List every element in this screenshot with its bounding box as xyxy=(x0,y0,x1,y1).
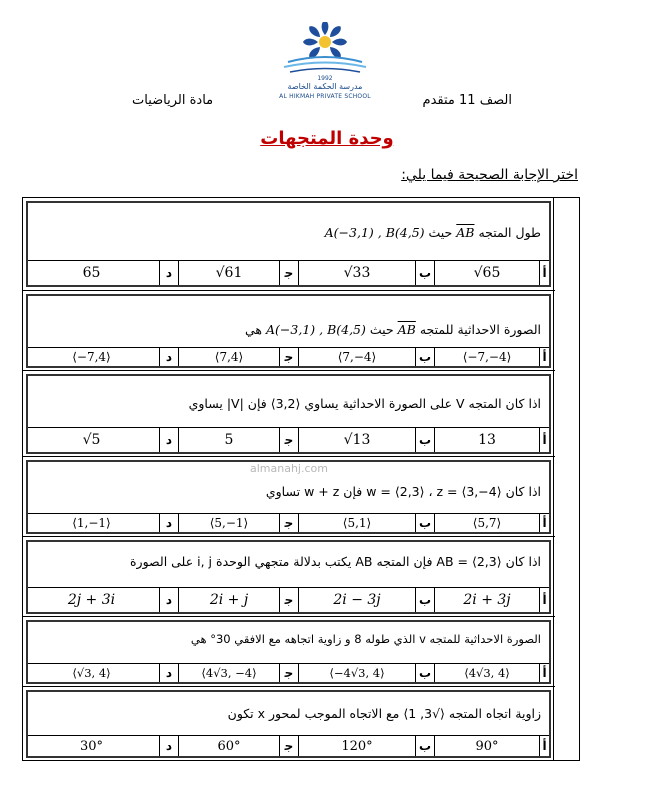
answer-option[interactable]: √13 xyxy=(343,432,371,448)
answer-bar xyxy=(28,347,549,366)
answer-option[interactable]: 60° xyxy=(217,738,241,754)
answer-option[interactable]: ⟨4√3, −4⟩ xyxy=(201,666,257,680)
answer-option[interactable]: ⟨−4√3, 4⟩ xyxy=(329,666,385,680)
answer-option[interactable]: ⟨5,7⟩ xyxy=(472,516,502,530)
grade-label: الصف 11 متقدم xyxy=(422,93,512,108)
answer-letter: ب xyxy=(415,428,435,452)
question-box xyxy=(26,620,551,684)
answer-option[interactable]: 90° xyxy=(475,738,499,754)
answer-option[interactable]: ⟨5,1⟩ xyxy=(342,516,372,530)
school-emblem-icon xyxy=(270,22,380,78)
question-box xyxy=(26,540,551,614)
answer-option[interactable]: ⟨7,4⟩ xyxy=(214,350,244,364)
answer-bar xyxy=(28,260,549,285)
answer-option[interactable]: ⟨−7,−4⟩ xyxy=(462,350,512,364)
answer-letter: أ xyxy=(539,736,549,756)
answer-option[interactable]: 2i + j xyxy=(209,592,249,608)
question-text: اذا كان AB = ⟨2,3⟩ فإن المتجه AB يكتب بدلالة متجهي الوحدة i, j على الصورة xyxy=(130,554,541,569)
question-text-ar-2: حيث xyxy=(369,322,394,337)
question-box xyxy=(26,690,551,758)
answer-bar xyxy=(28,513,549,532)
answer-option[interactable]: 13 xyxy=(478,432,496,448)
answer-option[interactable]: 2j + 3i xyxy=(67,592,116,608)
question-row xyxy=(23,370,555,457)
answer-option[interactable]: ⟨−7,4⟩ xyxy=(72,350,111,364)
answer-bar xyxy=(28,587,549,612)
answer-letter: أ xyxy=(539,428,549,452)
answer-letter: ﺟ xyxy=(279,514,299,532)
answer-letter: ب xyxy=(415,736,435,756)
answer-letter: د xyxy=(159,428,179,452)
question-tail: هي xyxy=(245,322,263,337)
answer-option[interactable]: √61 xyxy=(215,265,243,281)
answer-option[interactable]: ⟨4√3, 4⟩ xyxy=(464,666,510,680)
question-text: اذا كان المتجه V على الصورة الاحداثية يساوي ⟨3,2⟩ فإن |V| يساوي xyxy=(188,396,541,411)
answer-letter: ﺟ xyxy=(279,588,299,612)
answer-option[interactable]: √65 xyxy=(473,265,501,281)
answer-letter: ب xyxy=(415,261,435,285)
answer-option[interactable]: 65 xyxy=(82,265,101,281)
question-text: الصورة الاحداثية للمتجه v الذي طوله 8 و زاوية اتجاهه مع الافقي 30° هي xyxy=(190,632,541,646)
answer-letter: د xyxy=(159,588,179,612)
answer-letter: أ xyxy=(539,261,549,285)
question-text-ar: طول المتجه xyxy=(478,225,541,240)
logo-name-english: AL HIKMAH PRIVATE SCHOOL xyxy=(279,93,371,100)
question-box xyxy=(26,201,551,287)
question-box xyxy=(26,374,551,454)
watermark: almanahj.com xyxy=(250,462,328,475)
answer-letter: ﺟ xyxy=(279,348,299,366)
answer-option[interactable]: 2i + 3j xyxy=(463,592,511,608)
question-text xyxy=(245,322,541,337)
logo-name-arabic: مدرسة الحكمة الخاصة xyxy=(287,82,363,91)
question-row xyxy=(23,198,555,290)
question-math: A(−3,1) , B(4,5) xyxy=(324,225,425,240)
question-row xyxy=(23,290,555,371)
instruction: اختر الإجابة الصحيحة فيما يلي: xyxy=(401,167,578,183)
question-row xyxy=(23,616,555,687)
question-row xyxy=(23,536,555,617)
question-box xyxy=(26,294,551,368)
answer-option[interactable]: ⟨√3, 4⟩ xyxy=(72,666,111,680)
logo-year: 1992 xyxy=(317,75,333,82)
answer-letter: ب xyxy=(415,664,435,682)
question-text-ar-2: حيث xyxy=(428,225,453,240)
answer-option[interactable]: 30° xyxy=(79,738,104,754)
answer-letter: ب xyxy=(415,514,435,532)
answer-letter: د xyxy=(159,514,179,532)
answer-letter: د xyxy=(159,664,179,682)
question-text: زاوية اتجاه المتجه ⟨√3, 1⟩ مع الاتجاه الموجب لمحور x تكون xyxy=(227,706,541,721)
answer-letter: ﺟ xyxy=(279,736,299,756)
question-row xyxy=(23,686,555,761)
school-logo xyxy=(270,22,380,102)
answer-letter: ب xyxy=(415,588,435,612)
answer-option[interactable]: ⟨1,−1⟩ xyxy=(72,516,111,530)
answer-option[interactable]: 120° xyxy=(341,738,373,754)
answer-letter: أ xyxy=(539,664,549,682)
answer-letter: ب xyxy=(415,348,435,366)
answer-letter: ﺟ xyxy=(279,428,299,452)
answer-option[interactable]: 2i − 3j xyxy=(333,592,381,608)
answer-letter: ﺟ xyxy=(279,664,299,682)
answer-letter: أ xyxy=(539,588,549,612)
vector-label: $\overline{AB}$ xyxy=(456,225,475,240)
answer-letter: أ xyxy=(539,348,549,366)
answer-letter: د xyxy=(159,261,179,285)
answer-option[interactable]: 5 xyxy=(224,432,234,448)
answer-letter: د xyxy=(159,348,179,366)
question-text xyxy=(325,225,541,240)
questions-table xyxy=(22,197,580,761)
answer-option[interactable]: ⟨5,−1⟩ xyxy=(209,516,249,530)
page-title: وحدة المتجهات xyxy=(260,128,394,149)
answer-bar xyxy=(28,663,549,682)
answer-option[interactable]: √5 xyxy=(82,432,101,448)
question-text: اذا كان w = ⟨2,3⟩ ، z = ⟨3,−4⟩ فإن w + z تساوي xyxy=(265,484,541,499)
question-text-ar: الصورة الاحداثية للمتجه xyxy=(419,322,541,337)
answer-option[interactable]: ⟨7,−4⟩ xyxy=(337,350,377,364)
answer-letter: أ xyxy=(539,514,549,532)
subject-label: مادة الرياضيات xyxy=(132,93,214,108)
answer-bar xyxy=(28,427,549,452)
answer-option[interactable]: √33 xyxy=(343,265,371,281)
vector-label: $\overline{AB}$ xyxy=(397,322,416,337)
answer-bar xyxy=(28,735,549,756)
question-number-column xyxy=(553,198,579,760)
answer-letter: د xyxy=(159,736,179,756)
answer-letter: ﺟ xyxy=(279,261,299,285)
question-math: A(−3,1) , B(4,5) xyxy=(266,322,366,337)
